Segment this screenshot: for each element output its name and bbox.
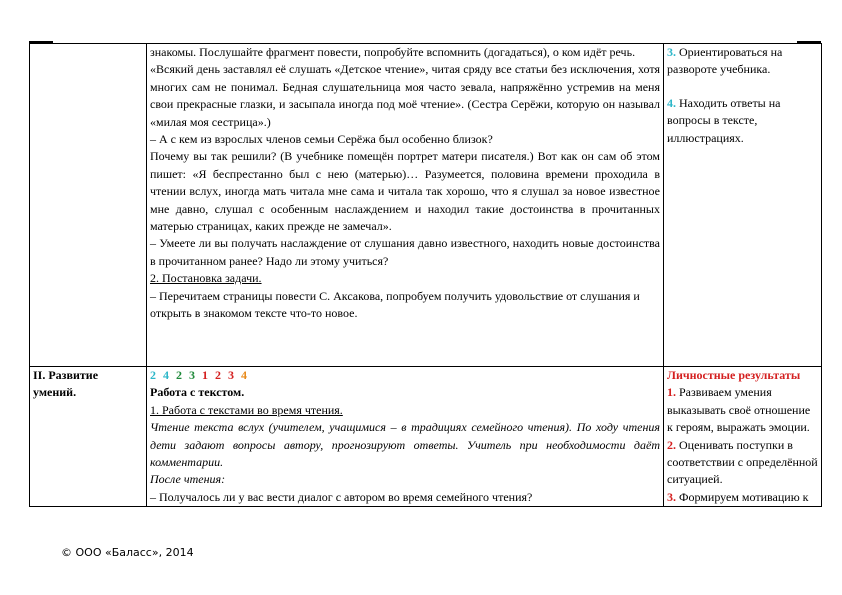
question-text: – Получалось ли у вас вести диалог с автором во время семейного чтения? <box>150 489 533 504</box>
result-number: 3. <box>667 45 676 59</box>
skill-number: 4 <box>241 368 247 382</box>
task-text: – Перечитаем страницы повести С. Аксакова, попробуем получить удовольствие от слушания и открыть в знакомом тексте что-то новое. <box>150 288 640 321</box>
result-number: 1. <box>667 385 676 400</box>
result-item <box>667 384 818 436</box>
content-paragraph: знакомы. Послушайте фрагмент повести, попробуйте вспомнить (догадаться), о ком идёт речь. <box>150 45 636 59</box>
result-number: 3. <box>667 489 676 504</box>
result-text: Находить ответы на вопросы в тексте, иллюстрациях. <box>667 95 781 145</box>
skill-number: 3 <box>228 368 234 382</box>
task-heading: 2. Постановка задачи. <box>150 271 262 286</box>
content-cell <box>147 44 664 367</box>
stage-label: II. Развитие умений. <box>33 368 99 400</box>
table-row <box>30 367 822 507</box>
results-cell <box>664 44 822 367</box>
skill-number: 1 <box>202 368 208 382</box>
result-item <box>667 44 818 79</box>
content-paragraph: – А с кем из взрослых членов семьи Серёжа был особенно близок? <box>150 132 493 147</box>
section-heading: Работа с текстом. <box>150 385 245 400</box>
copyright-footer: © ООО «Баласс», 2014 <box>61 546 194 559</box>
result-text: Развиваем умения выказывать своё отношение к героям, выражать эмоции. <box>667 385 811 435</box>
skill-number: 2 <box>176 368 182 382</box>
results-title: Личностные результаты <box>667 368 801 382</box>
skill-number: 4 <box>163 368 169 382</box>
skill-numbers <box>150 367 660 384</box>
result-item <box>667 489 818 506</box>
lesson-table <box>29 43 822 507</box>
content-paragraph: Почему вы так решили? (В учебнике помещён портрет матери писателя.) Вот как он сам об этом пишет: «Я беспрестанно был с нею (матерью)… Разумеется, половина времени проходила в чтении вслух, иногда мать читала мне сама и читала так хорошо, что я слушал за новое известное мне давно, слушал с особенным наслаждением и находил такие достоинства в прочитанных матерью страницах, каких прежде не замечал». <box>150 149 660 234</box>
reading-instructions: Чтение текста вслух (учителем, учащимися – в традициях семейного чтения). По ходу чтения дети задают вопросы автору, прогнозируют ответы. Учитель при необходимости даёт комментарии. <box>150 420 660 470</box>
skill-number: 2 <box>150 368 156 382</box>
stage-cell <box>30 44 147 367</box>
result-item <box>667 437 818 489</box>
results-cell <box>664 367 822 507</box>
after-reading-label: После чтения: <box>150 472 226 487</box>
result-item <box>667 95 818 147</box>
content-paragraph: – Умеете ли вы получать наслаждение от слушания давно известного, находить новые достоинства в прочитанном ранее? Надо ли этому учиться? <box>150 236 660 268</box>
content-cell <box>147 367 664 507</box>
content-paragraph: «Всякий день заставлял её слушать «Детское чтение», читая сряду все статьи без исключения, хотя многих сам не понимал. Бедная слушательница моя часто зевала, напряжённо устремив на меня свои прекрасные глазки, и засыпала иногда под моё чтение». (Сестра Серёжи, которую он называл «милая моя сестрица».) <box>150 62 660 129</box>
sub-heading: 1. Работа с текстами во время чтения. <box>150 402 343 417</box>
stage-cell <box>30 367 147 507</box>
result-number: 2. <box>667 437 676 452</box>
table-row <box>30 44 822 367</box>
skill-number: 3 <box>189 368 195 382</box>
result-text: Ориентироваться на развороте учебника. <box>667 45 783 77</box>
result-number: 4. <box>667 95 676 110</box>
result-text: Формируем мотивацию к <box>676 489 809 504</box>
result-text: Оценивать поступки в соответствии с определённой ситуацией. <box>667 437 818 487</box>
skill-number: 2 <box>215 368 221 382</box>
